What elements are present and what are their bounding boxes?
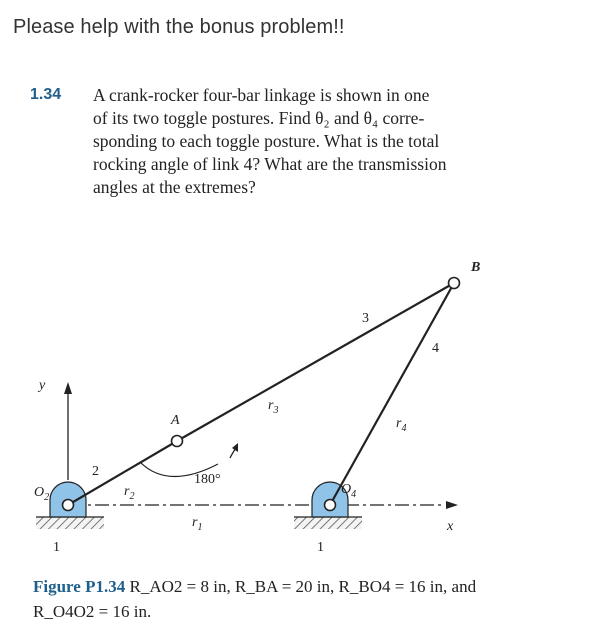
link-2: [68, 441, 177, 505]
link-4: [330, 283, 454, 505]
caption-line-1: [33, 574, 593, 599]
label-r4: $r_4$: [396, 416, 407, 434]
figure-caption: [33, 574, 593, 624]
problem-line: angles at the extremes?: [93, 177, 256, 197]
label-ground-left: 1: [53, 540, 60, 555]
ground-hatch-left: [36, 517, 104, 529]
problem-number: 1.34: [30, 86, 62, 103]
caption-line-2: R_O4O2 = 16 in.: [33, 602, 152, 621]
problem-line: rocking angle of link 4? What are the transmission: [93, 154, 447, 174]
x-axis-arrow: [446, 501, 458, 509]
joint-b: [449, 278, 460, 289]
problem-line: A crank-rocker four-bar linkage is shown in one: [93, 85, 430, 105]
problem-line: sponding to each toggle posture. What is the total: [93, 131, 440, 151]
joint-a: [172, 436, 183, 447]
label-link-4: 4: [432, 341, 439, 356]
caption-line-1-text: R_AO2 = 8 in, R_BA = 20 in, R_BO4 = 16 in, and: [129, 577, 477, 596]
label-ground-right: 1: [317, 540, 324, 555]
link-3: [177, 283, 454, 441]
label-angle: 180°: [194, 472, 221, 487]
label-x: x: [447, 519, 454, 534]
angle-arrowhead: [232, 443, 238, 452]
label-y: y: [39, 378, 46, 393]
label-o4: $O_4$: [341, 482, 357, 500]
label-b: B: [471, 260, 481, 275]
label-o2: $O_2$: [34, 485, 50, 503]
label-link-3: 3: [362, 311, 369, 326]
caption-head: Figure P1.34: [33, 577, 126, 596]
joint-o2: [63, 500, 74, 511]
label-link-2: 2: [92, 464, 99, 479]
label-r3: $r_3$: [268, 398, 279, 416]
problem-line: of its two toggle postures. Find θ₂ and θ₄ corre-: [93, 108, 425, 128]
label-r1: $r_1$: [192, 515, 203, 533]
y-axis-arrow: [64, 382, 72, 394]
joint-o4: [325, 500, 336, 511]
label-r2: $r_2$: [124, 484, 135, 502]
label-a: A: [171, 413, 180, 428]
post-title: Please help with the bonus problem!!: [13, 16, 345, 38]
ground-hatch-right: [294, 517, 362, 529]
